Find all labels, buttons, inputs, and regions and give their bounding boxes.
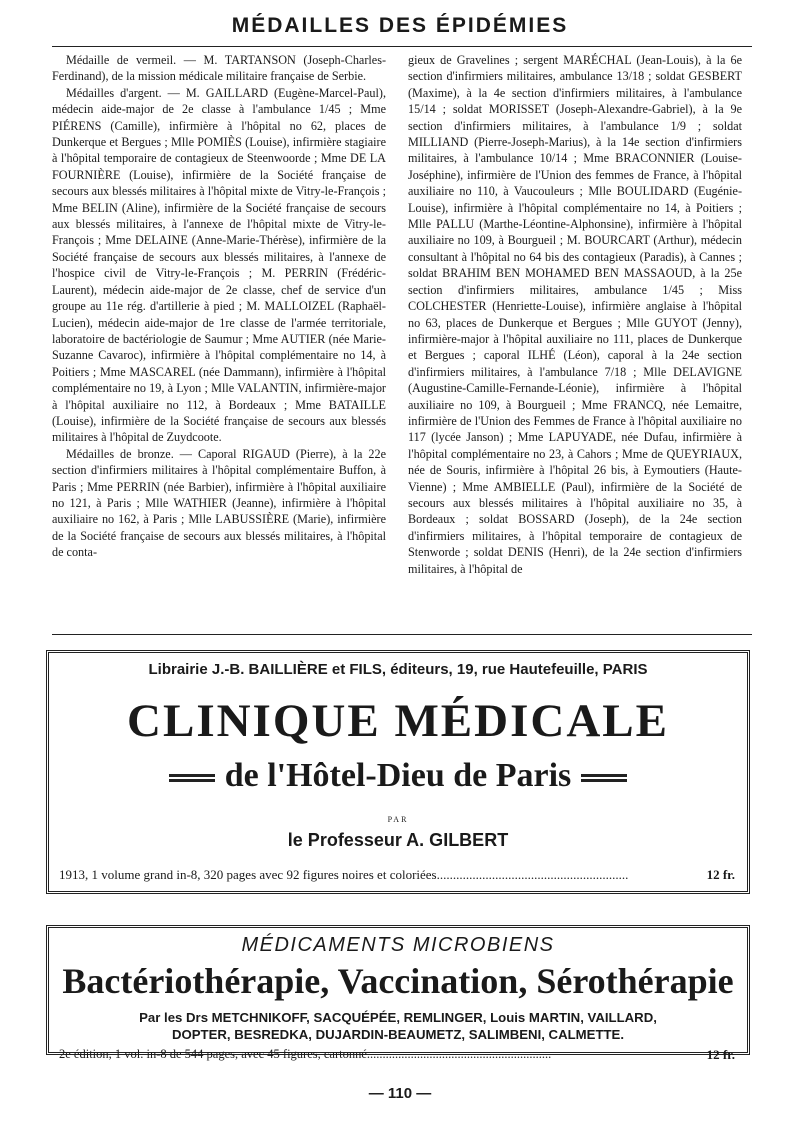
ad-title: Bactériothérapie, Vaccination, Sérothérapie <box>62 961 734 1001</box>
page-title: MÉDAILLES DES ÉPIDÉMIES <box>231 14 569 37</box>
ad-authors-line-2: DOPTER, BESREDKA, DUJARDIN-BEAUMETZ, SALIMBENI, CALMETTE. <box>171 1027 625 1042</box>
ad-par: PAR <box>387 815 409 824</box>
ad-author: le Professeur A. GILBERT <box>287 830 509 850</box>
ad-book-info: 1913, 1 volume grand in-8, 320 pages avec 92 figures noires et coloriées........................................................... <box>59 867 629 882</box>
ad-title: CLINIQUE MÉDICALE <box>127 695 669 747</box>
double-rule-left <box>169 774 215 782</box>
text-columns <box>52 52 752 624</box>
paragraph-argent: Médailles d'argent. — M. GAILLARD (Eugène-Marcel-Paul), médecin aide-major de 2e classe à l'ambulance 1/45 ; Mme PIÉRENS (Camille), infirmière à l'hôpital no 62, places de Dunkerque et Bergues ; Mlle POMIÈS (Louise), infirmière stagiaire à l'hôpital temporaire de contagieux de Steenwoorde ; Mme DE LA FOURNIÈRE (Louise), infirmière de la Société française de secours aux blessés militaires à l'hôpital mixte de Vitry-le-François ; Mme BELIN (Aline), infirmière de la Société française de secours aux blessés militaires, à l'annexe de l'hôpital mixte de Vitry-le-François ; Mme DELAINE (Anne-Marie-Thérèse), infirmière de la Société française de secours aux blessés militaires, à l'annexe de l'hospice civil de Vitry-le-François ; M. PERRIN (Frédéric-Laurent), médecin aide-major de 2e classe, chef de service d'un groupe au 11e rég. d'artillerie à pied ; M. MALLOIZEL (Raphaël-Lucien), médecin aide-major de 1re classe de l'armée territoriale, laboratoire de bactériologie de Saumur ; Mme AUTIER (née Marie-Suzanne Cavaroc), infirmière à l'hôpital complémentaire no 14, à Poitiers ; Mme MASCAREL (née Dammann), infirmière à l'hôpital complémentaire no 19, à Lyon ; Mlle VALANTIN, infirmière-major à l'hôpital auxiliaire no 112, à Bordeaux ; Mme BATAILLE (Louise), infirmière de la Société française de secours aux blessés militaires à l'hôpital de Zuydcoote. <box>52 85 386 445</box>
ad-publisher: Librairie J.-B. BAILLIÈRE et FILS, éditeurs, 19, rue Hautefeuille, PARIS <box>148 661 648 678</box>
ad-price: 12 fr. <box>706 1047 735 1062</box>
ad-subtitle: de l'Hôtel-Dieu de Paris <box>224 757 572 794</box>
paragraph-vermeil: Médaille de vermeil. — M. TARTANSON (Joseph-Charles-Ferdinand), de la mission médicale militaire française de Serbie. <box>52 53 386 84</box>
left-column <box>52 52 386 624</box>
ad-price: 12 fr. <box>706 867 735 882</box>
page-number: — 110 — <box>368 1085 432 1102</box>
top-divider <box>52 46 752 47</box>
advertisement-clinique-medicale <box>46 650 750 894</box>
paragraph-continued: gieux de Gravelines ; sergent MARÉCHAL (Jean-Louis), à la 6e section d'infirmiers militaires, ambulance 13/18 ; soldat GESBERT (Maxime), à la 4e section d'infirmiers militaires, à l'ambulance 15/14 ; soldat MORISSET (Joseph-Alexandre-Gabriel), à la 9e section d'infirmiers militaires, à l'ambulance 1/9 ; soldat MILLIAND (Pierre-Joseph-Marius), à la 14e section d'infirmiers militaires, à l'ambulance 10/14 ; Mme BRACONNIER (Louise-Joséphine), infirmière de l'Union des femmes de France, à l'hôpital auxiliaire no 110, à Vaucouleurs ; Mlle BOULIDARD (Eugénie-Louise), infirmière à l'hôpital complémentaire no 14, à Poitiers ; Mlle PALLU (Marthe-Léontine-Alphonsine), infirmière à l'hôpital auxiliaire no 109, à Bourgueil ; M. BOURCART (Arthur), médecin consultant à l'hôpital no 64 bis des contagieux (Paradis), à Cannes ; soldat BRAHIM BEN MOHAMED BEN MASSAOUD, à la 25e section d'infirmiers militaires, ambulance 1/45 ; Miss COLCHESTER (Henriette-Louise), infirmière anglaise à l'hôpital no 63, places de Dunkerque et Bergues ; Mlle GUYOT (Jenny), infirmière-major à l'hôpital auxiliaire no 111, places de Dunkerque et Bergues ; caporal ILHÉ (Léon), caporal à la 24e section d'infirmiers militaires, à l'ambulance 7/18 ; Mlle DELAVIGNE (Augustine-Camille-Fernande-Léonie), infirmière à l'hôpital auxiliaire no 109, à Bourgueil ; Mme FRANCQ, née Lemaitre, infirmière de l'Union des Femmes de France à l'hôpital auxiliaire no 117 (lycée Janson) ; Mme LAPUYADE, née Dufau, infirmière à l'hôpital complémentaire no 23, à Cahors ; Mme de QUEYRIAUX, née de Souris, infirmière à l'hôpital 26 bis, à Eymoutiers (Haute-Vienne) ; Mme AMBIELLE (Paul), infirmière de la Société de secours aux blessés militaires à l'hôpital auxiliaire no 35, à Bordeaux ; soldat BOSSARD (Joseph), de la 24e section d'infirmiers militaires, à l'hôpital temporaire de contagieux de Stenworde ; soldat DENIS (Henri), de la 24e section d'infirmiers militaires, à l'hôpital de <box>408 53 742 576</box>
ad-heading: MÉDICAMENTS MICROBIENS <box>241 934 555 956</box>
ad-subtitle-row <box>49 757 747 795</box>
ad-authors-line-1: Par les Drs METCHNIKOFF, SACQUÉPÉE, REMLINGER, Louis MARTIN, VAILLARD, <box>139 1010 657 1025</box>
middle-divider <box>52 634 752 635</box>
right-column <box>408 52 742 624</box>
paragraph-bronze: Médailles de bronze. — Caporal RIGAUD (Pierre), à la 22e section d'infirmiers militaires à l'hôpital complémentaire Buffon, à Paris ; Mme PERRIN (née Barbier), infirmière à l'hôpital auxiliaire no 121, à Paris ; Mlle WATHIER (Jeanne), infirmière à l'hôpital auxiliaire no 162, à Paris ; Mlle LABUSSIÈRE (Marie), infirmière de la Société française de secours aux blessés militaires, à l'hôpital de conta- <box>52 446 386 560</box>
ad-book-info: 2e édition, 1 vol. in-8 de 544 pages, avec 45 figures, cartonné........................................................... <box>59 1047 552 1061</box>
advertisement-medicaments-microbiens <box>46 925 750 1062</box>
double-rule-right <box>581 774 627 782</box>
